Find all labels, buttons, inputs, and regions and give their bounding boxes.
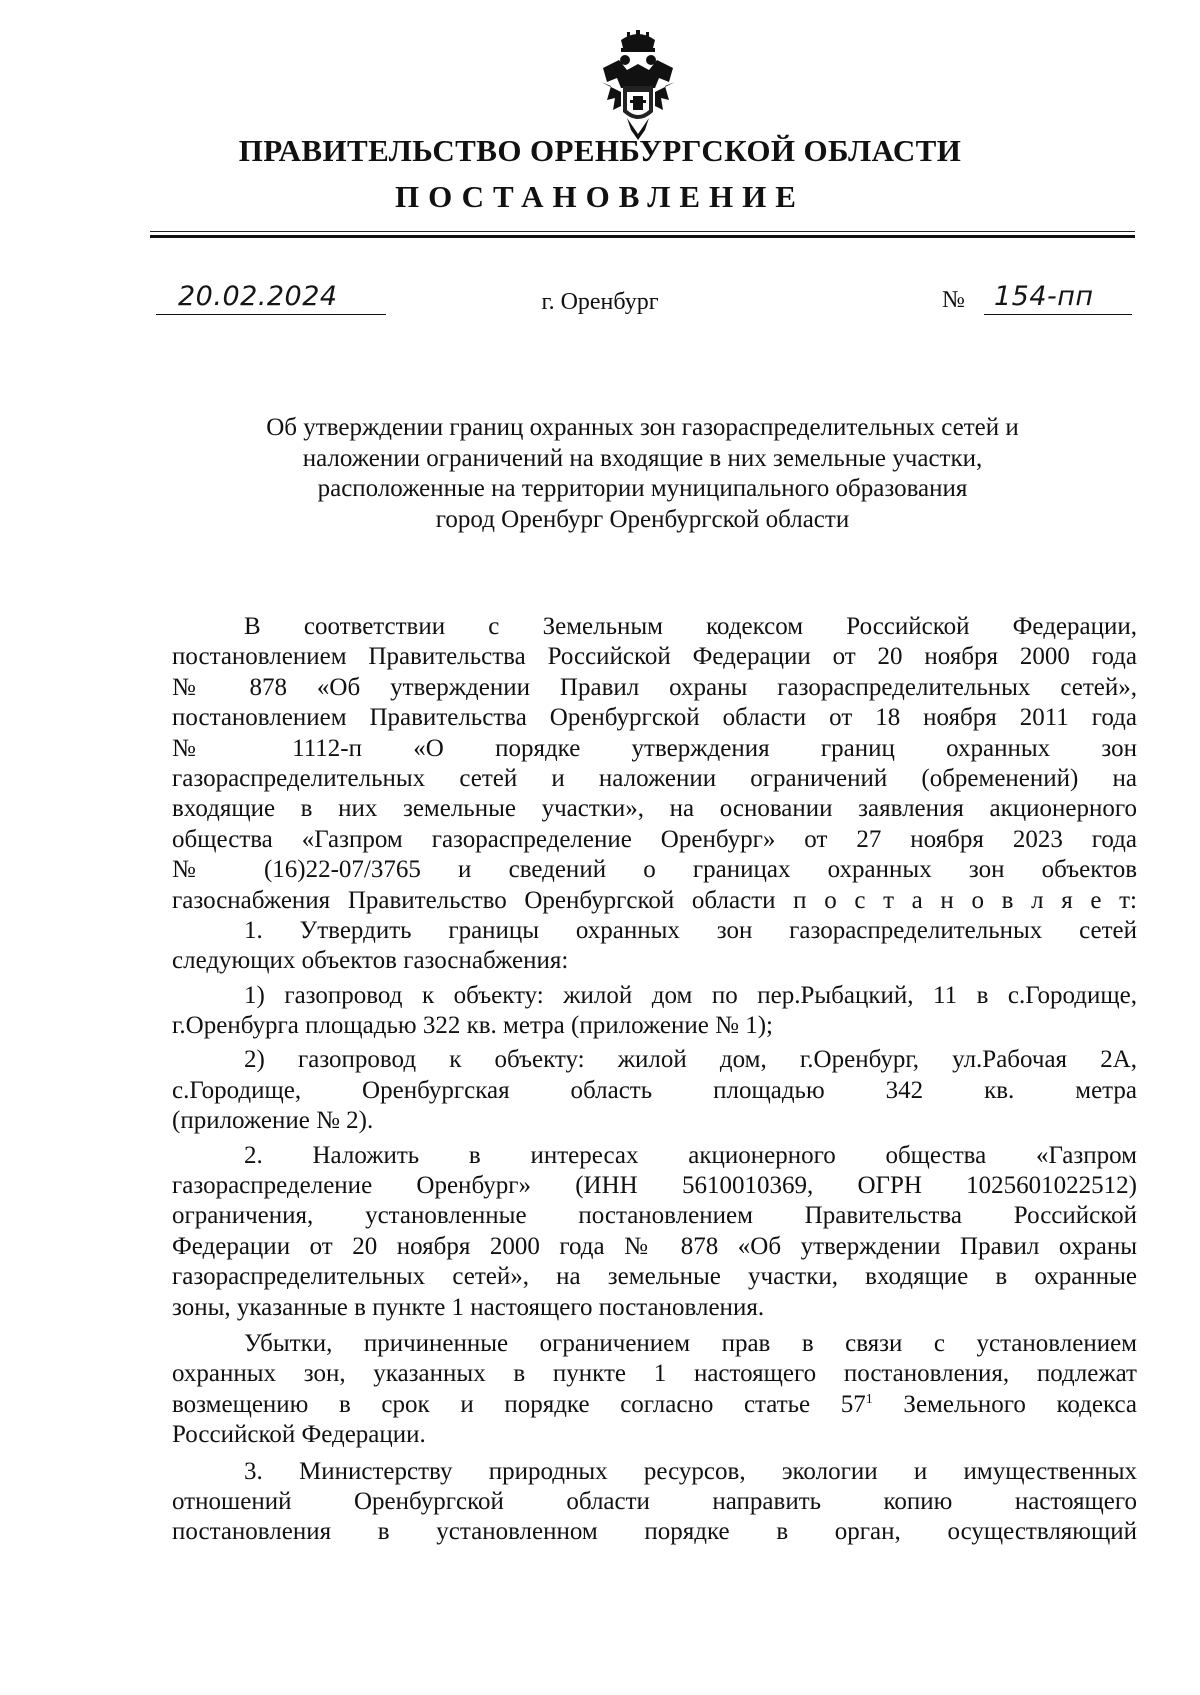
item-1-2-line: 2) газопровод к объекту: жилой дом, г.Оренбург, ул.Рабочая 2А, bbox=[244, 1046, 1137, 1074]
item-2-line: Федерации от 20 ноября 2000 года № 878 «Об утверждении Правил охраны bbox=[172, 1232, 1137, 1260]
header-divider-thick bbox=[150, 235, 1135, 238]
decree-number-field bbox=[942, 281, 1132, 317]
preamble-line: общества «Газпром газораспределение Оренбург» от 27 ноября 2023 года bbox=[172, 825, 1137, 853]
government-name: ПРАВИТЕЛЬСТВО ОРЕНБУРГСКОЙ ОБЛАСТИ bbox=[238, 133, 962, 168]
item-1-2-line: (приложение № 2). bbox=[172, 1107, 374, 1135]
preamble-line: № 878 «Об утверждении Правил охраны газораспределительных сетей», bbox=[172, 673, 1137, 701]
document-type-title: ПОСТАНОВЛЕНИЕ bbox=[395, 179, 805, 214]
item-2-line: 2. Наложить в интересах акционерного общества «Газпром bbox=[244, 1141, 1137, 1169]
losses-text: возмещению в срок и порядке согласно статье 57 bbox=[172, 1390, 866, 1418]
number-sign: № bbox=[942, 287, 965, 313]
coat-of-arms-emblem bbox=[597, 30, 679, 142]
article-superscript: 1 bbox=[865, 1391, 873, 1407]
item-2-line: газораспределение Оренбург» (ИНН 5610010369, ОГРН 1025601022512) bbox=[172, 1172, 1137, 1200]
preamble-line: входящие в них земельные участки», на основании заявления акционерного bbox=[172, 795, 1137, 823]
number-underline bbox=[984, 314, 1132, 315]
preamble-last-line bbox=[172, 886, 1137, 916]
losses-line: Убытки, причиненные ограничением прав в связи с установлением bbox=[244, 1329, 1137, 1357]
item-2-line: зоны, указанные в пункте 1 настоящего постановления. bbox=[172, 1293, 765, 1321]
losses-text: Земельного кодекса bbox=[872, 1390, 1137, 1418]
preamble-line: № (16)22-07/3765 и сведений о границах охранных зон объектов bbox=[172, 856, 1137, 884]
decree-title bbox=[150, 413, 1135, 535]
title-line: наложении ограничений на входящие в них земельные участки, bbox=[302, 444, 983, 472]
item-3-line: отношений Оренбургской области направить копию настоящего bbox=[172, 1487, 1137, 1515]
preamble-line: № 1112-п «О порядке утверждения границ охранных зон bbox=[172, 734, 1137, 762]
preamble-line: постановлением Правительства Оренбургской области от 18 ноября 2011 года bbox=[172, 704, 1137, 732]
decree-city: г. Оренбург bbox=[541, 289, 659, 315]
item-1-2-line: с.Городище, Оренбургская область площадью 342 кв. метра bbox=[172, 1076, 1137, 1104]
title-line: расположенные на территории муниципального образования bbox=[317, 475, 968, 502]
preamble-line-text: газоснабжения Правительство Оренбургской области bbox=[172, 886, 776, 914]
losses-line bbox=[172, 1390, 1137, 1420]
title-line: Об утверждении границ охранных зон газораспределительных сетей и bbox=[266, 414, 1019, 441]
item-1-1-line: 1) газопровод к объекту: жилой дом по пер.Рыбацкий, 11 в с.Городище, bbox=[244, 981, 1137, 1009]
item-1-1-line: г.Оренбурга площадью 322 кв. метра (приложение № 1); bbox=[172, 1012, 773, 1040]
resolves-word: п о с т а н о в л я е т: bbox=[793, 886, 1137, 914]
preamble-line: постановлением Правительства Российской Федерации от 20 ноября 2000 года bbox=[172, 643, 1137, 671]
title-line: город Оренбург Оренбургской области bbox=[435, 505, 850, 533]
decree-date: 20.02.2024 bbox=[178, 281, 338, 312]
preamble-line: газораспределительных сетей и наложении ограничений (обременений) на bbox=[172, 764, 1137, 792]
decree-body bbox=[172, 612, 1137, 1548]
decree-number: 154-пп bbox=[994, 281, 1094, 312]
item-2-line: ограничения, установленные постановлением Правительства Российской bbox=[172, 1202, 1137, 1230]
item-3-line: 3. Министерству природных ресурсов, экологии и имущественных bbox=[244, 1457, 1137, 1485]
item-2-line: газораспределительных сетей», на земельные участки, входящие в охранные bbox=[172, 1263, 1137, 1291]
item-1-line: 1. Утвердить границы охранных зон газораспределительных сетей bbox=[244, 916, 1137, 944]
losses-line: охранных зон, указанных в пункте 1 настоящего постановления, подлежат bbox=[172, 1360, 1137, 1388]
item-1-line: следующих объектов газоснабжения: bbox=[172, 947, 569, 975]
losses-line: Российской Федерации. bbox=[172, 1421, 426, 1449]
item-3-line: постановления в установленном порядке в орган, осуществляющий bbox=[172, 1518, 1137, 1546]
header-divider-thin bbox=[150, 231, 1135, 232]
preamble-line: В соответствии с Земельным кодексом Российской Федерации, bbox=[244, 613, 1137, 640]
